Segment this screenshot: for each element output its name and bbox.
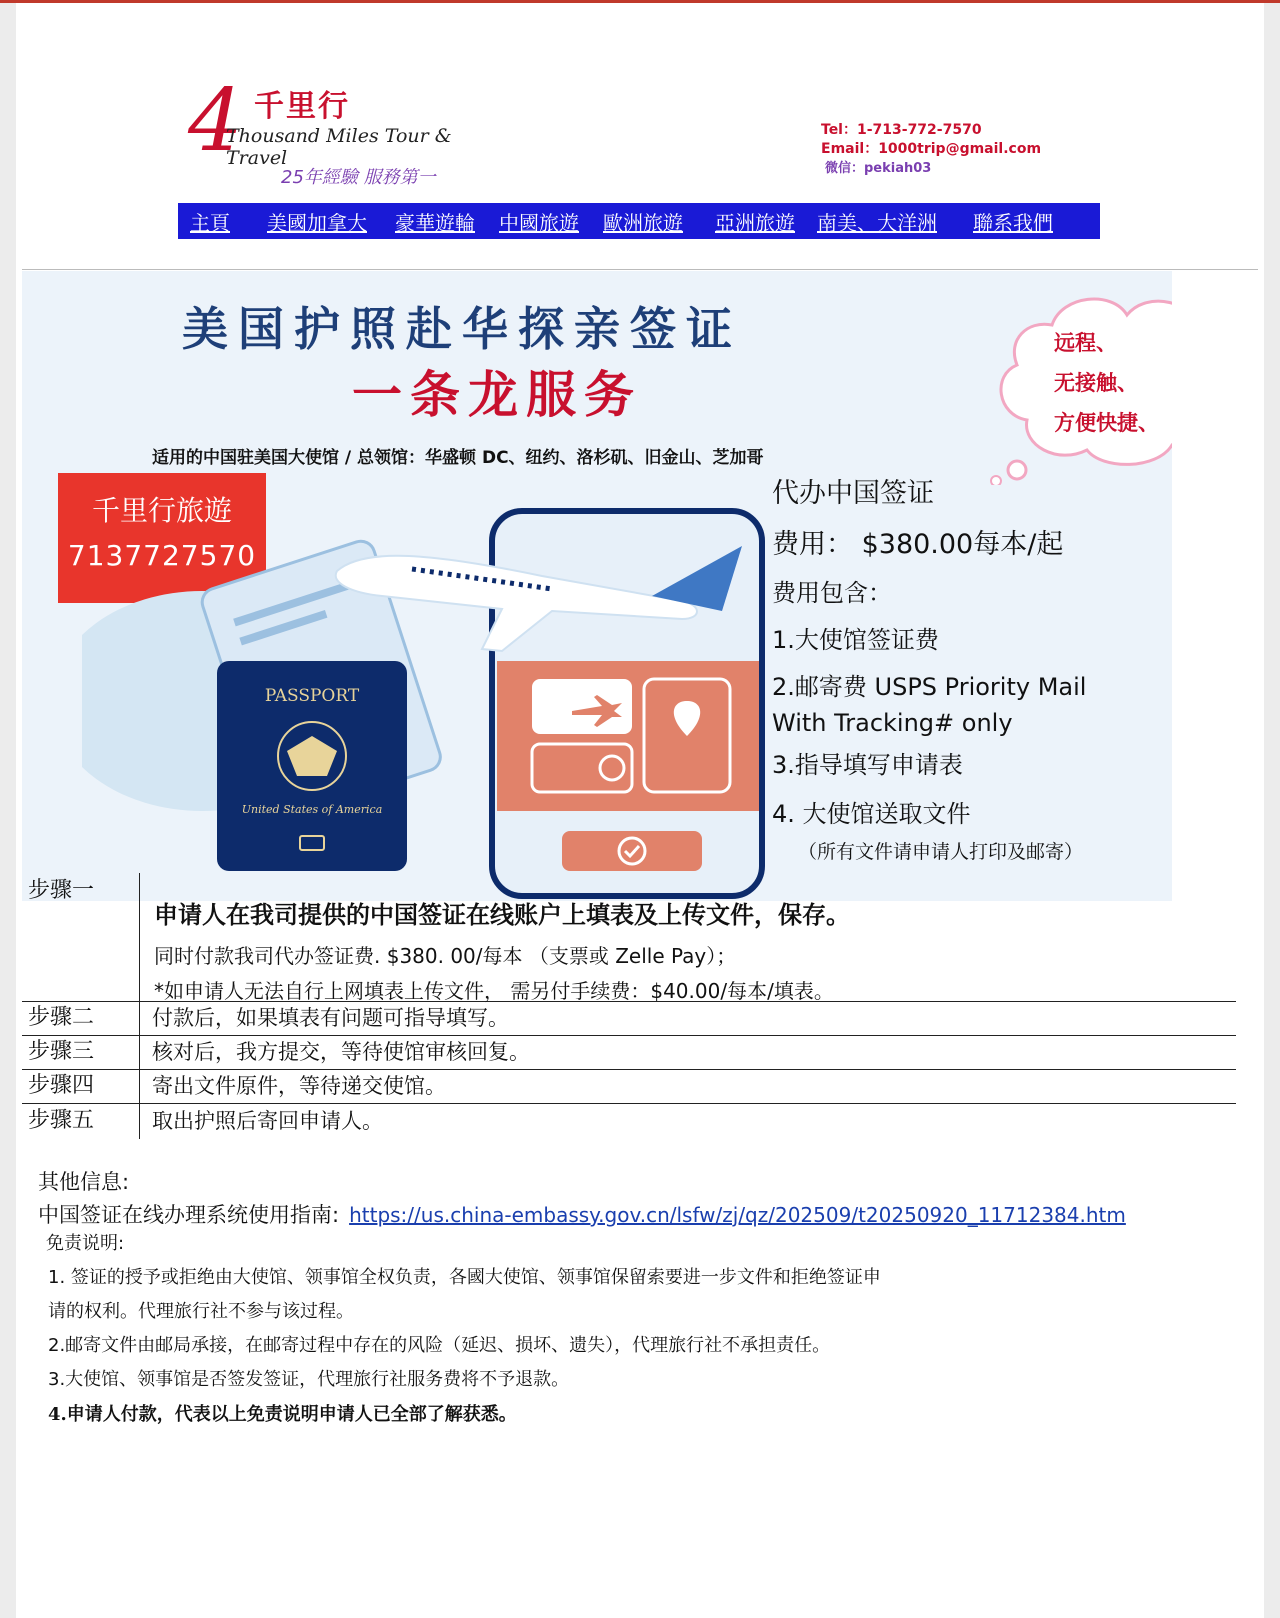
- step-label: 步骤四: [22, 1070, 140, 1103]
- disclaimer-line: 1. 签证的授予或拒绝由大使馆、领事馆全权负责，各國大使馆、领事馆保留索要进一步文件和拒绝签证申: [48, 1267, 881, 1288]
- company-logo[interactable]: [166, 73, 486, 188]
- disclaimer-line: 请的权利。代理旅行社不参与该过程。: [48, 1301, 354, 1322]
- banner-note: （所有文件请申请人打印及邮寄）: [798, 841, 1084, 863]
- include-document-delivery: 4. 大使馆送取文件: [772, 800, 971, 828]
- banner-title: 美国护照赴华探亲签证: [182, 302, 742, 356]
- header-divider: [22, 269, 1258, 270]
- disclaimer-line: 2.邮寄文件由邮局承接，在邮寄过程中存在的风险（延迟、损坏、遗失），代理旅行社不承担责任。: [48, 1335, 831, 1356]
- logo-slogan: 25年經驗 服務第一: [281, 167, 436, 188]
- step1-line1: 申请人在我司提供的中国签证在线账户上填表及上传文件，保存。: [154, 900, 850, 929]
- nav-item-cruise[interactable]: 豪華遊輪: [395, 210, 475, 235]
- nav-item-home[interactable]: 主頁: [190, 210, 230, 235]
- banner-applicable-consulates: 适用的中国驻美国大使馆 / 总领馆：华盛顿 DC、纽约、洛杉矶、旧金山、芝加哥: [152, 448, 764, 468]
- table-row: [22, 1036, 1236, 1070]
- contact-info: [821, 121, 1041, 178]
- travel-illustration: [82, 501, 802, 901]
- cloud-text: [1054, 323, 1159, 443]
- contact-email: Email：1000trip@gmail.com: [821, 141, 1042, 157]
- include-postage-line2: With Tracking# only: [772, 709, 1013, 737]
- disclaimer-line: 3.大使馆、领事馆是否签发签证，代理旅行社服务费将不予退款。: [48, 1369, 570, 1390]
- other-info-heading: 其他信息:: [38, 1170, 130, 1194]
- cloud-line-remote: 远程、: [1054, 331, 1117, 355]
- company-phone: 7137727570: [67, 539, 257, 572]
- step-content: 寄出文件原件，等待递交使馆。: [152, 1074, 446, 1098]
- table-row: [22, 1070, 1236, 1104]
- step-label: 步骤三: [22, 1036, 140, 1069]
- nav-item-china[interactable]: 中國旅遊: [499, 210, 579, 235]
- step-label: 步骤一: [22, 873, 140, 1001]
- table-row: [22, 1104, 1236, 1139]
- contact-tel: Tel：1-713-772-7570: [821, 122, 982, 138]
- include-postage-line1: 2.邮寄费 USPS Priority Mail: [772, 673, 1087, 701]
- cloud-line-contactless: 无接触、: [1054, 371, 1138, 395]
- cloud-line-convenient: 方便快捷、: [1054, 411, 1159, 435]
- visa-banner: [22, 271, 1172, 901]
- page: [16, 3, 1264, 1618]
- step1-line2: 同时付款我司代办签证费. $380. 00/每本 （支票或 Zelle Pay）；: [154, 944, 737, 968]
- logo-mark: 4: [188, 71, 243, 171]
- visa-info-column: [772, 471, 1152, 829]
- step1-line3: *如申请人无法自行上网填表上传文件， 需另付手续费：$40.00/每本/填表。: [154, 979, 834, 1003]
- disclaimer-heading: 免责说明:: [46, 1233, 125, 1254]
- info-title: 代办中国签证: [772, 478, 934, 509]
- step-content: 付款后，如果填表有问题可指导填写。: [152, 1006, 509, 1030]
- nav-item-europe[interactable]: 歐洲旅遊: [603, 210, 683, 235]
- include-postage: [772, 669, 1152, 741]
- passport-icon: [217, 661, 407, 871]
- passport-country: United States of America: [241, 803, 383, 816]
- contact-wechat: 微信：pekiah03: [825, 161, 932, 176]
- step-label: 步骤五: [22, 1104, 140, 1139]
- passport-label: PASSPORT: [264, 686, 360, 706]
- disclaimer-line: 4.申请人付款，代表以上免责说明申请人已全部了解获悉。: [48, 1404, 517, 1425]
- info-fee-includes: 费用包含：: [772, 579, 892, 607]
- step-label: 步骤二: [22, 1002, 140, 1035]
- logo-english-name: Thousand Miles Tour & Travel: [226, 125, 452, 169]
- step-content: 取出护照后寄回申请人。: [152, 1109, 383, 1133]
- nav-item-usa-canada[interactable]: 美國加拿大: [267, 210, 367, 235]
- include-embassy-fee: 1.大使馆签证费: [772, 626, 939, 654]
- guide-link[interactable]: https://us.china-embassy.gov.cn/lsfw/zj/qz/202509/t20250920_11712384.htm: [349, 1203, 1126, 1227]
- logo-chinese-name: 千里行: [254, 89, 350, 124]
- steps-table: [22, 873, 1236, 1139]
- company-name: 千里行旅遊: [91, 494, 232, 527]
- guide-label: 中国签证在线办理系统使用指南:: [38, 1203, 340, 1227]
- step-content: 核对后，我方提交，等待使馆审核回复。: [152, 1040, 530, 1064]
- main-nav: [178, 203, 1100, 239]
- include-form-guidance: 3.指导填写申请表: [772, 751, 963, 779]
- step-content: [140, 873, 1236, 1001]
- nav-item-asia[interactable]: 亞洲旅遊: [715, 210, 795, 235]
- nav-item-south-america-oceania[interactable]: 南美、大洋洲: [817, 210, 937, 235]
- table-row: [22, 1002, 1236, 1036]
- info-fee: 费用： $380.00每本/起: [772, 529, 1064, 560]
- table-row: [22, 873, 1236, 1002]
- nav-item-contact[interactable]: 聯系我們: [973, 210, 1053, 235]
- banner-subtitle: 一条龙服务: [352, 366, 642, 424]
- guide-line: [38, 1199, 1126, 1229]
